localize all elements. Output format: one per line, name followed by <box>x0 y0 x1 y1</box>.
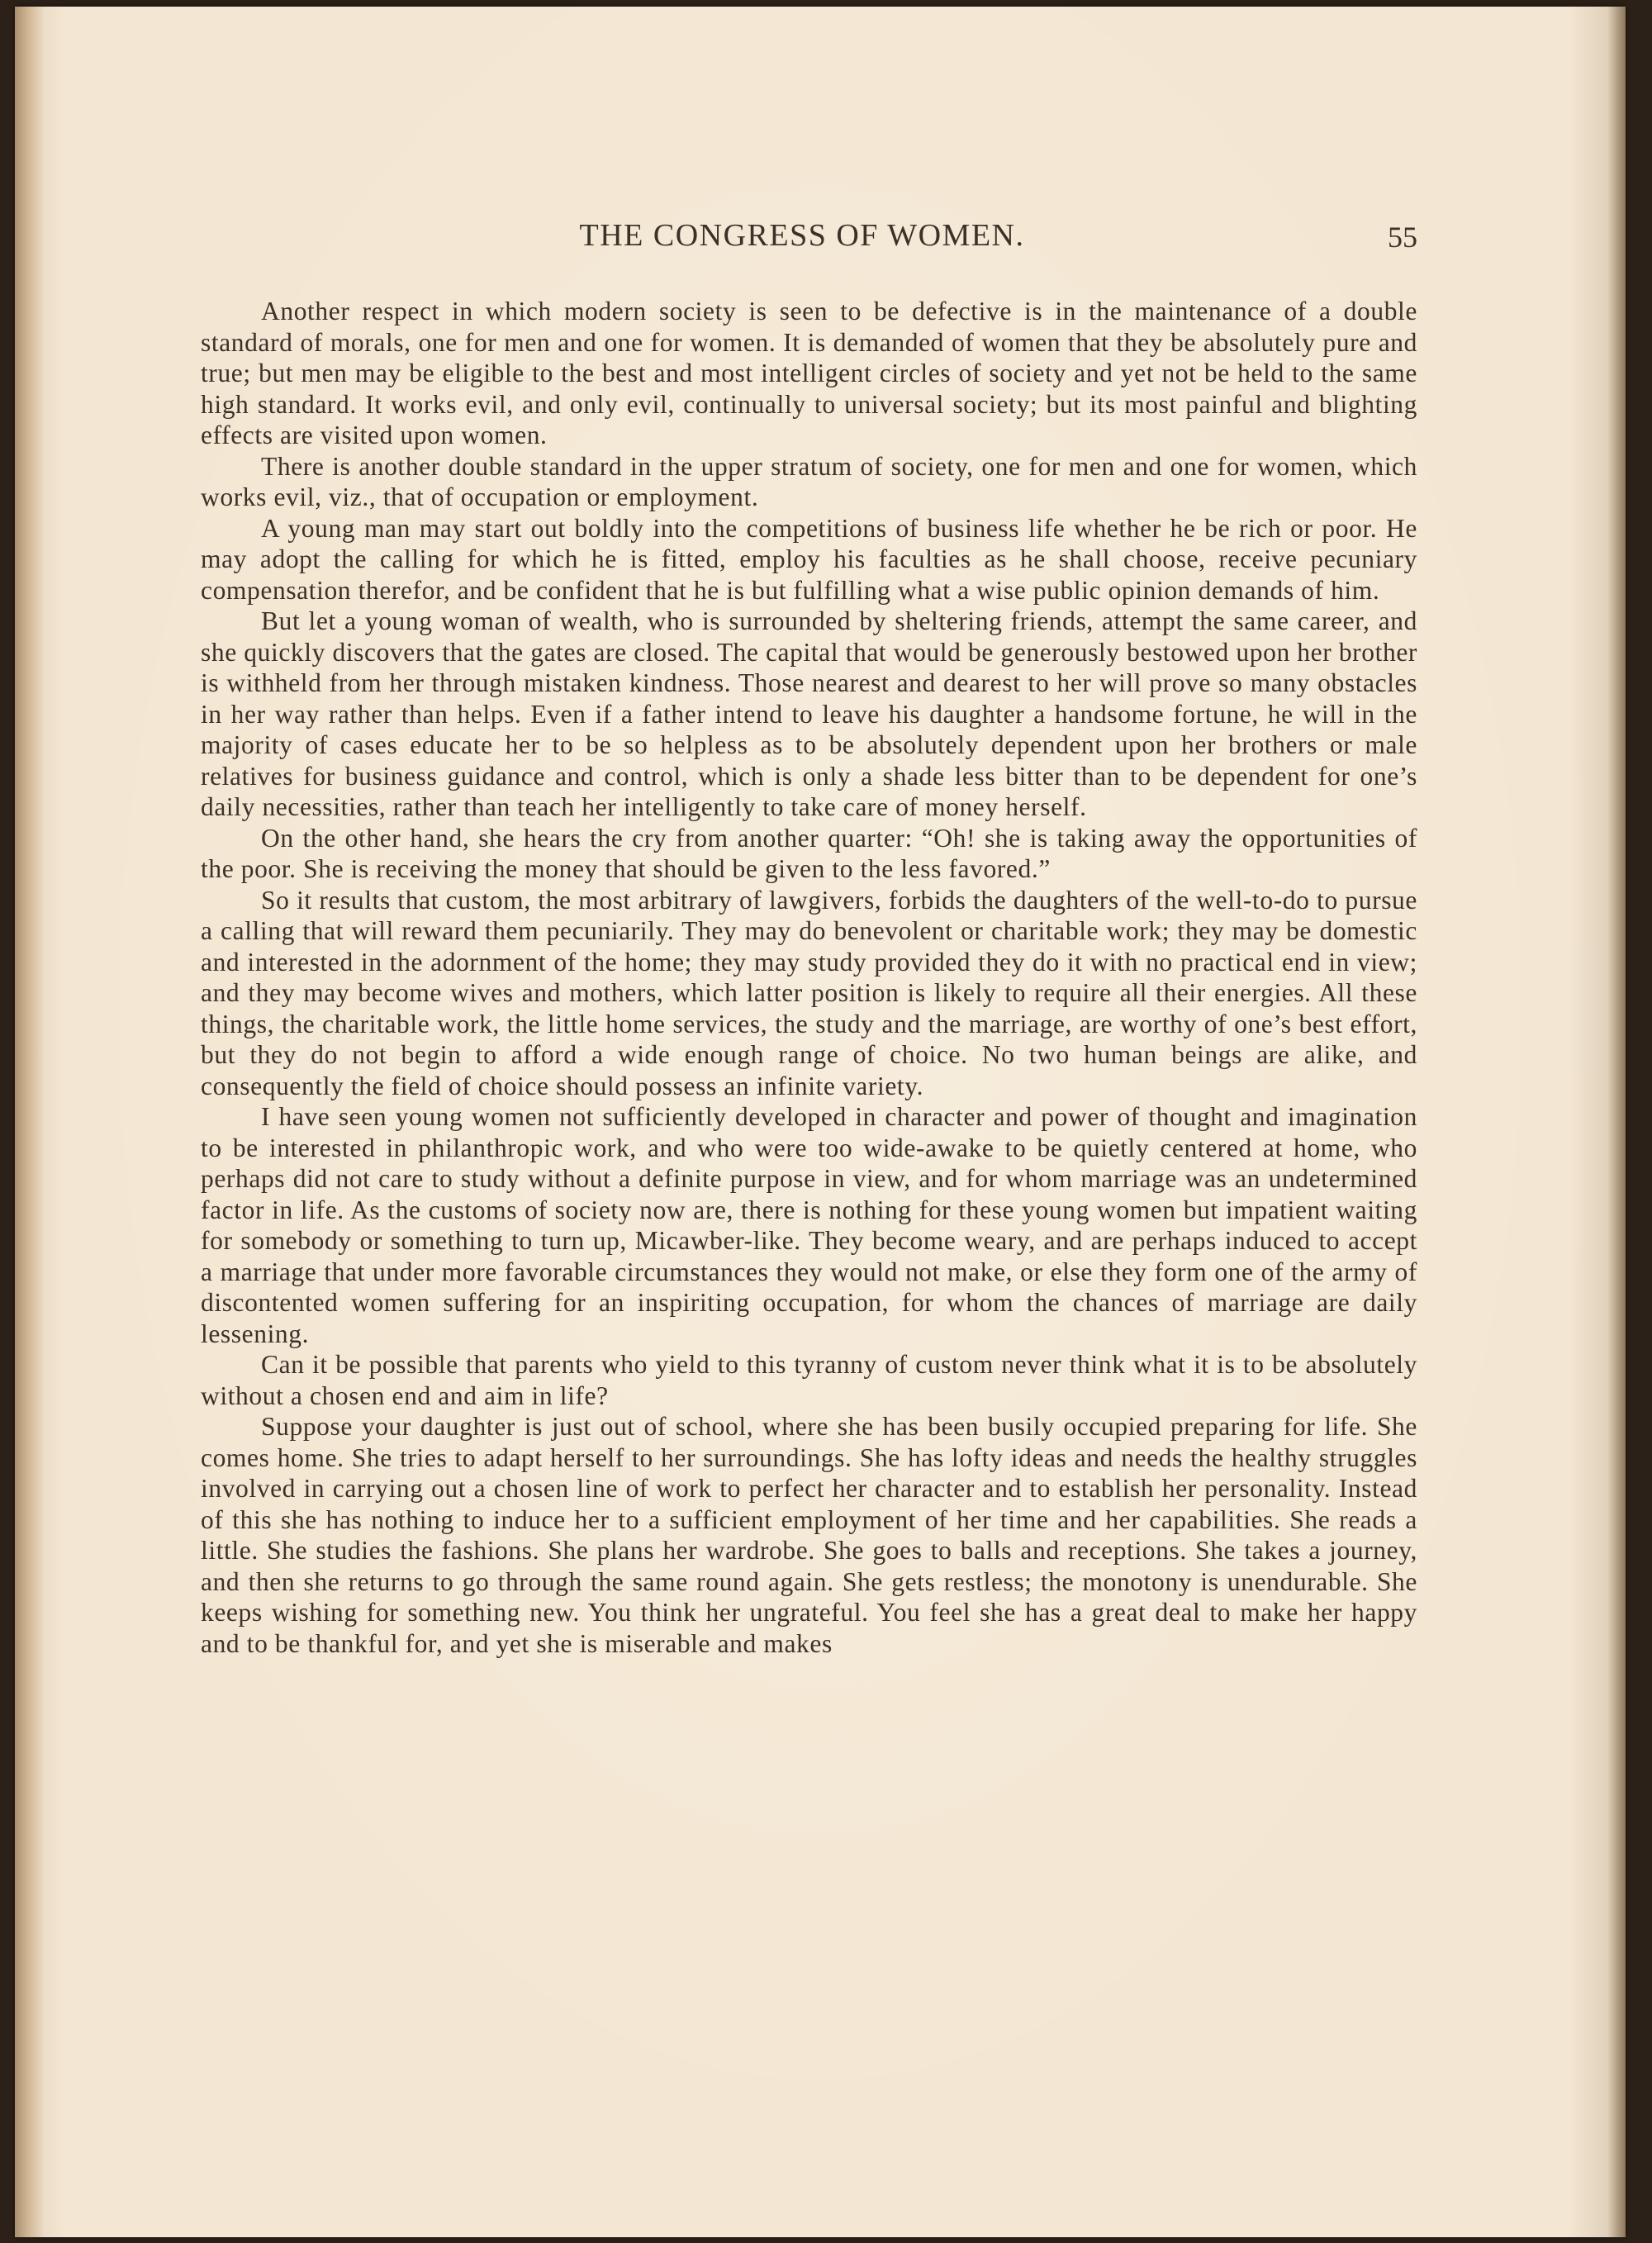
spine-edge <box>15 7 43 2237</box>
paragraph: Suppose your daughter is just out of school, where she has been busily occupied preparing for life. She comes home. She tries to adapt herself to her surroundings. She has lofty ideas and needs the healthy struggles involved in carrying out a chosen line of work to perfect her character and to establish her personality. Instead of this she has nothing to induce her to a sufficient employment of her time and her capabilities. She reads a little. She studies the fashions. She plans her wardrobe. She goes to balls and receptions. She takes a journey, and then she returns to go through the same round again. She gets restless; the monotony is unendurable. She keeps wishing for something new. You think her ungrateful. You feel she has a great deal to make her happy and to be thankful for, and yet she is miserable and makes <box>201 1412 1417 1658</box>
paragraph: Can it be possible that parents who yield to this tyranny of custom never think what it is to be absolutely without a chosen end and aim in life? <box>201 1350 1417 1410</box>
body-text <box>201 296 1417 1659</box>
paragraph: On the other hand, she hears the cry from another quarter: “Oh! she is taking away the opportunities of the poor. She is receiving the money that should be given to the less favored.” <box>201 823 1417 883</box>
book-page <box>15 7 1626 2237</box>
page-number: 55 <box>1388 221 1417 254</box>
paragraph: I have seen young women not sufficiently developed in character and power of thought and imagination to be interested in philanthropic work, and who were too wide-awake to be quietly centered at home, who perhaps did not care to study without a definite purpose in view, and for whom marriage was an undetermined factor in life. As the customs of society now are, there is nothing for these young women but impatient waiting for somebody or something to turn up, Micawber-like. They become weary, and are perhaps induced to accept a marriage that under more favorable circumstances they would not make, or else they form one of the army of discontented women suffering for an inspiriting occupation, for whom the chances of marriage are daily lessening. <box>201 1102 1417 1348</box>
running-head <box>187 217 1417 259</box>
page-edge <box>1607 7 1626 2237</box>
paragraph: So it results that custom, the most arbitrary of lawgivers, forbids the daughters of the well-to-do to pursue a calling that will reward them pecuniarily. They may do benevolent or charitable work; they may be domestic and interested in the adornment of the home; they may study provided they do it with no practical end in view; and they may become wives and mothers, which latter position is likely to require all their energies. All these things, the charitable work, the little home services, the study and the marriage, are worthy of one’s best effort, but they do not begin to afford a wide enough range of choice. No two human beings are alike, and consequently the field of choice should possess an infinite variety. <box>201 885 1417 1100</box>
paragraph: There is another double standard in the upper stratum of society, one for men and one for women, which works evil, viz., that of occupation or employment. <box>201 451 1417 511</box>
paragraph: Another respect in which modern society is seen to be defective is in the maintenance of a double standard of morals, one for men and one for women. It is demanded of women that they be absolutely pure and true; but men may be eligible to the best and most intelligent circles of society and yet not be held to the same high standard. It works evil, and only evil, continually to universal society; but its most painful and blighting effects are visited upon women. <box>201 297 1417 449</box>
paragraph: But let a young woman of wealth, who is surrounded by sheltering friends, attempt the same career, and she quickly discovers that the gates are closed. The capital that would be generously bestowed upon her brother is withheld from her through mistaken kindness. Those nearest and dearest to her will prove so many obstacles in her way rather than helps. Even if a father intend to leave his daughter a handsome fortune, he will in the majority of cases educate her to be so helpless as to be absolutely dependent upon her brothers or male relatives for business guidance and control, which is only a shade less bitter than to be dependent for one’s daily necessities, rather than teach her intelligently to take care of money herself. <box>201 606 1417 821</box>
running-title: THE CONGRESS OF WOMEN. <box>579 218 1025 253</box>
paragraph: A young man may start out boldly into the competitions of business life whether he be rich or poor. He may adopt the calling for which he is fitted, employ his faculties as he shall choose, receive pecuniary compensation therefor, and be confident that he is but fulfilling what a wise public opinion demands of him. <box>201 513 1417 605</box>
